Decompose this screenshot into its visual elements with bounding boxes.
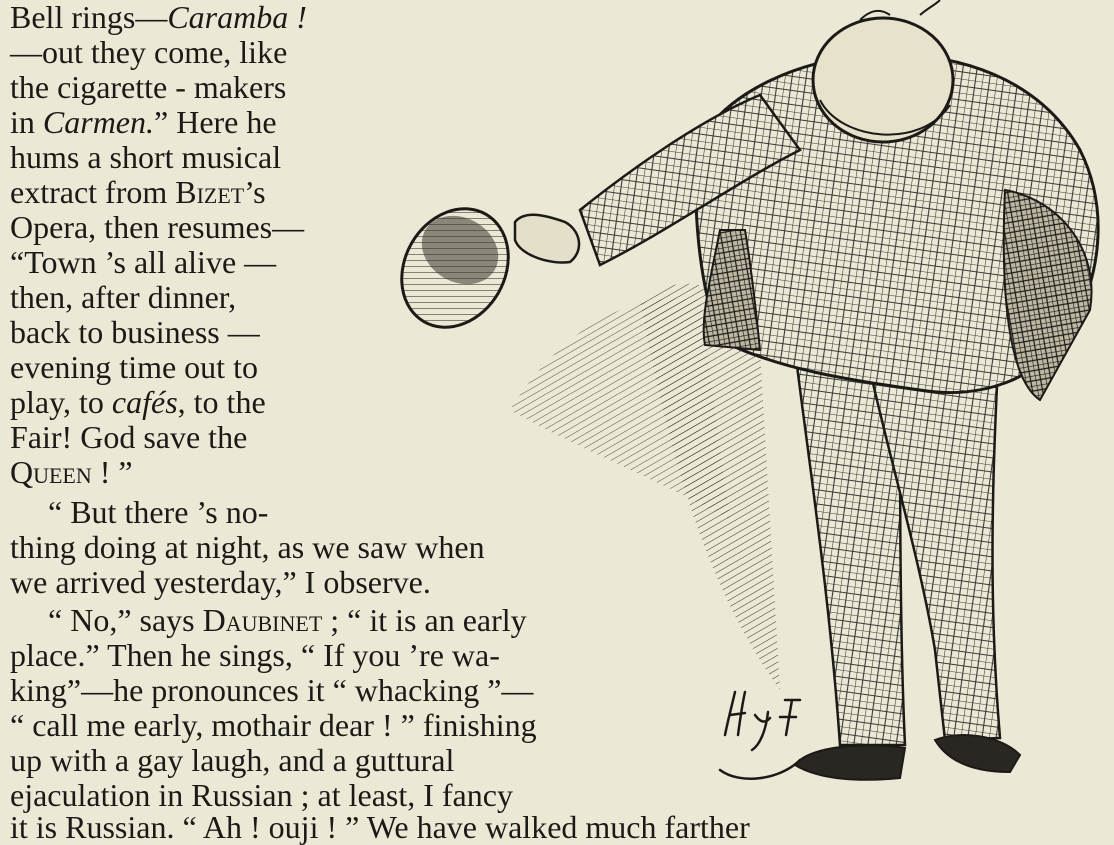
text-run: ! ” xyxy=(91,454,133,490)
text-run: “ But there ’s no- xyxy=(48,494,269,530)
text-run: Fair! God save the xyxy=(10,419,248,455)
text-run-small-caps: Bizet xyxy=(175,174,245,210)
text-line-7 xyxy=(10,210,382,245)
text-line-9 xyxy=(10,280,382,315)
text-line-13 xyxy=(10,420,382,455)
text-run: evening time out to xyxy=(10,349,258,385)
text-line-2 xyxy=(10,35,382,70)
text-run: king”—he pronounces it “ whacking ”— xyxy=(10,672,534,708)
text-run-italic: Carmen. xyxy=(42,104,154,140)
text-run-italic: cafés xyxy=(111,384,178,420)
text-line-11 xyxy=(10,350,382,385)
text-run: place.” Then he sings, “ If you ’re wa- xyxy=(10,637,500,673)
text-run: it is Russian. “ Ah ! ouji ! ” We have walked much farther xyxy=(10,809,750,845)
text-run: extract from xyxy=(10,174,176,210)
text-line-10 xyxy=(10,315,382,350)
text-line-12 xyxy=(10,385,382,420)
text-run: ejaculation in Russian ; at least, I fancy xyxy=(10,777,513,813)
text-line-3 xyxy=(10,70,382,105)
text-line-5 xyxy=(10,140,382,175)
text-run: —out they come, like xyxy=(10,34,288,70)
text-run: we arrived yesterday,” I observe. xyxy=(10,564,431,600)
artist-signature xyxy=(720,692,800,779)
text-run-italic: Caramba ! xyxy=(167,0,307,35)
text-run: hums a short musical xyxy=(10,139,282,175)
text-line-8 xyxy=(10,245,382,280)
text-run-small-caps: Queen xyxy=(10,454,92,490)
text-line-1 xyxy=(10,0,382,35)
text-run: Opera, then resumes— xyxy=(10,209,305,245)
text-run: “Town ’s all alive — xyxy=(10,244,277,280)
text-run: ’s xyxy=(244,174,266,210)
bowing-man-illustration xyxy=(400,0,1114,825)
text-run: , to the xyxy=(177,384,266,420)
text-run: ” Here he xyxy=(154,104,277,140)
text-run: “ call me early, mothair dear ! ” finishing xyxy=(10,707,537,743)
text-run: play, to xyxy=(10,384,112,420)
bowed-head xyxy=(813,0,953,142)
text-run: thing doing at night, as we saw when xyxy=(10,529,485,565)
text-run: up with a gay laugh, and a guttural xyxy=(10,742,455,778)
shoes xyxy=(795,735,1020,780)
text-run-small-caps: Daubinet xyxy=(202,602,323,638)
text-line-6 xyxy=(10,175,382,210)
text-run: the cigarette - makers xyxy=(10,69,287,105)
text-run: “ No,” says xyxy=(48,602,203,638)
text-run: Bell rings— xyxy=(10,0,168,35)
text-line-4 xyxy=(10,105,382,140)
text-run: back to business — xyxy=(10,314,260,350)
text-run: ; “ it is an early xyxy=(322,602,527,638)
text-line-15 xyxy=(10,495,382,530)
text-run: in xyxy=(10,104,43,140)
text-run: then, after dinner, xyxy=(10,279,237,315)
text-line-14 xyxy=(10,455,382,490)
